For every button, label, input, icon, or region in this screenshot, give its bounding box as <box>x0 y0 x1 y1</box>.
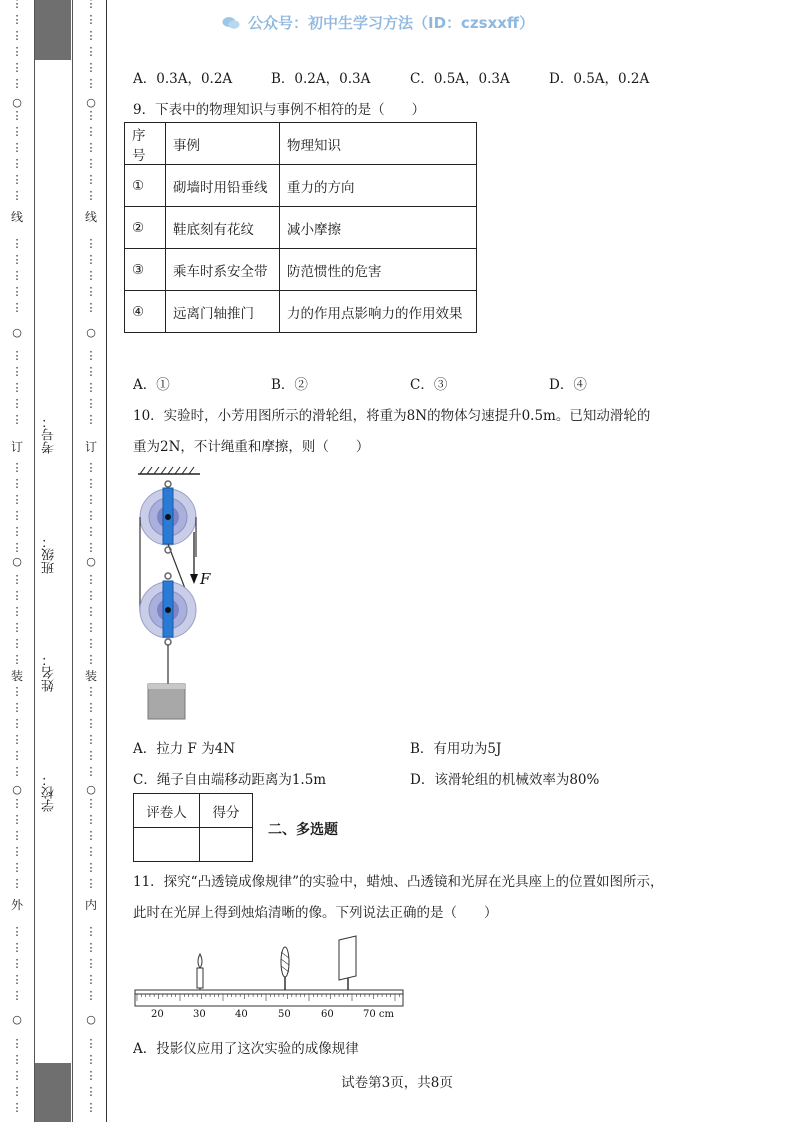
margin-dot: ⋮ <box>11 813 23 826</box>
margin-dot: ⋮ <box>11 125 23 138</box>
margin-dot: ⋮ <box>85 477 97 490</box>
table-cell: ③ <box>125 249 166 291</box>
margin-dot: ⋮ <box>85 157 97 170</box>
table-header-cell: 物理知识 <box>280 123 477 165</box>
margin-dot: ⋮ <box>11 941 23 954</box>
margin-dot: ⋮ <box>11 589 23 602</box>
table-cell: ① <box>125 165 166 207</box>
margin-dot: ⋮ <box>85 941 97 954</box>
margin-dot: ⋮ <box>11 637 23 650</box>
margin-dot: ⋮ <box>11 1053 23 1066</box>
margin-dot: ⋮ <box>11 797 23 810</box>
margin-dot: ⋮ <box>11 253 23 266</box>
margin-top-block <box>35 0 71 60</box>
margin-dot: ⋮ <box>11 349 23 362</box>
score-cell-score[interactable] <box>200 828 253 862</box>
margin-dot: ⋮ <box>11 1069 23 1082</box>
margin-dot: ⋮ <box>11 989 23 1002</box>
q9-table <box>124 122 477 333</box>
table-cell: 减小摩擦 <box>280 207 477 249</box>
margin-label: 装 <box>84 669 97 683</box>
margin-dot: ⋮ <box>85 973 97 986</box>
margin-dot: ⋮ <box>85 541 97 554</box>
margin-dot: ⋮ <box>85 797 97 810</box>
table-cell: 防范惯性的危害 <box>280 249 477 291</box>
margin-dot: ⋮ <box>11 493 23 506</box>
margin-dot: ⋮ <box>85 765 97 778</box>
margin-dot: ⋮ <box>85 925 97 938</box>
score-table <box>133 793 253 862</box>
table-cell: 远离门轴推门 <box>166 291 280 333</box>
margin-circle: ○ <box>12 96 22 109</box>
margin-dot: ⋮ <box>11 0 23 10</box>
margin-circle: ○ <box>86 1013 96 1026</box>
q8-option-a[interactable]: A．0.3A，0.2A <box>133 71 233 87</box>
margin-circle: ○ <box>86 96 96 109</box>
table-cell: 力的作用点影响力的作用效果 <box>280 291 477 333</box>
section-title: 二、多选题 <box>268 822 338 838</box>
margin-dot: ⋮ <box>11 845 23 858</box>
margin-dot: ⋮ <box>11 173 23 186</box>
table-cell: 砌墙时用铅垂线 <box>166 165 280 207</box>
margin-dot: ⋮ <box>11 237 23 250</box>
margin-circle: ○ <box>86 326 96 339</box>
margin-dot: ⋮ <box>85 189 97 202</box>
q10-option-c[interactable]: C．绳子自由端移动距离为1.5m <box>133 772 327 788</box>
q9-option-c[interactable]: C．③ <box>410 377 448 393</box>
margin-dot: ⋮ <box>85 621 97 634</box>
margin-dot: ⋮ <box>85 141 97 154</box>
margin-dot: ⋮ <box>11 1085 23 1098</box>
q11-stem-line2: 此时在光屏上得到烛焰清晰的像。下列说法正确的是（ ） <box>133 905 498 921</box>
light-screen <box>339 936 356 990</box>
wechat-icon <box>222 16 240 30</box>
table-row <box>125 249 477 291</box>
watermark-text: 公众号：初中生学习方法（ID：czsxxff） <box>248 14 535 32</box>
ruler-label: 70 cm <box>363 1009 394 1020</box>
margin-dot: ⋮ <box>11 765 23 778</box>
margin-dot: ⋮ <box>85 717 97 730</box>
q10-option-a[interactable]: A．拉力 F 为4N <box>133 741 236 757</box>
ruler-label: 40 <box>235 1009 248 1020</box>
margin-dot: ⋮ <box>11 653 23 666</box>
q10-stem-line1: 10．实验时，小芳用图所示的滑轮组，将重为8N的物体匀速提升0.5m。已知动滑轮的 <box>133 408 651 424</box>
q9-option-b[interactable]: B．② <box>271 377 308 393</box>
margin-dot: ⋮ <box>85 381 97 394</box>
q8-option-d[interactable]: D．0.5A，0.2A <box>549 71 650 87</box>
margin-dot: ⋮ <box>85 301 97 314</box>
margin-dot: ⋮ <box>85 637 97 650</box>
movable-pulley <box>140 581 196 638</box>
q10-option-b[interactable]: B．有用功为5J <box>410 741 502 757</box>
student-field-school: 学校： <box>42 773 57 813</box>
margin-dot: ⋮ <box>11 1037 23 1050</box>
margin-dot: ⋮ <box>85 493 97 506</box>
watermark <box>222 12 534 33</box>
margin-dot: ⋮ <box>11 285 23 298</box>
margin-dot: ⋮ <box>11 157 23 170</box>
margin-dot: ⋮ <box>11 509 23 522</box>
margin-circle: ○ <box>12 1013 22 1026</box>
margin-dot: ⋮ <box>85 1085 97 1098</box>
margin-dot: ⋮ <box>85 845 97 858</box>
margin-dot: ⋮ <box>11 13 23 26</box>
q10-option-d[interactable]: D．该滑轮组的机械效率为80% <box>410 772 600 788</box>
table-cell: 重力的方向 <box>280 165 477 207</box>
q8-option-c[interactable]: C．0.5A，0.3A <box>410 71 510 87</box>
ruler-label: 60 <box>321 1009 334 1020</box>
margin-dot: ⋮ <box>85 989 97 1002</box>
margin-dot: ⋮ <box>11 45 23 58</box>
margin-dot: ⋮ <box>85 237 97 250</box>
candle <box>197 954 203 990</box>
margin-dot: ⋮ <box>85 509 97 522</box>
table-cell: ② <box>125 207 166 249</box>
table-row <box>125 165 477 207</box>
margin-dot: ⋮ <box>85 749 97 762</box>
margin-dot: ⋮ <box>11 1101 23 1114</box>
score-header-score: 得分 <box>200 794 253 828</box>
margin-dot: ⋮ <box>85 861 97 874</box>
margin-dot: ⋮ <box>85 605 97 618</box>
margin-dot: ⋮ <box>11 973 23 986</box>
margin-dot: ⋮ <box>85 525 97 538</box>
q9-option-a[interactable]: A．① <box>133 377 170 393</box>
pulley-figure <box>128 462 238 724</box>
margin-dot: ⋮ <box>11 365 23 378</box>
margin-dot: ⋮ <box>85 253 97 266</box>
margin-label: 订 <box>10 440 23 454</box>
force-label: F <box>200 570 211 588</box>
margin-dot: ⋮ <box>85 589 97 602</box>
margin-dot: ⋮ <box>11 477 23 490</box>
margin-label: 装 <box>10 669 23 683</box>
margin-dot: ⋮ <box>85 653 97 666</box>
margin-dot: ⋮ <box>85 77 97 90</box>
margin-label: 订 <box>84 440 97 454</box>
ruler-label: 30 <box>193 1009 206 1020</box>
margin-dot: ⋮ <box>85 45 97 58</box>
margin-dot: ⋮ <box>85 701 97 714</box>
margin-dot: ⋮ <box>85 109 97 122</box>
margin-dot: ⋮ <box>85 269 97 282</box>
margin-dot: ⋮ <box>85 365 97 378</box>
margin-circle: ○ <box>12 555 22 568</box>
page-footer: 试卷第3页，共8页 <box>341 1075 453 1091</box>
margin-dot: ⋮ <box>85 349 97 362</box>
margin-dot: ⋮ <box>11 749 23 762</box>
q8-option-b[interactable]: B．0.2A，0.3A <box>271 71 371 87</box>
margin-dot: ⋮ <box>85 685 97 698</box>
margin-dot: ⋮ <box>85 173 97 186</box>
margin-dot: ⋮ <box>85 813 97 826</box>
q9-option-d[interactable]: D．④ <box>549 377 587 393</box>
margin-dot: ⋮ <box>11 269 23 282</box>
margin-dot: ⋮ <box>85 0 97 10</box>
margin-dot: ⋮ <box>11 605 23 618</box>
margin-dot: ⋮ <box>85 1053 97 1066</box>
margin-dot: ⋮ <box>11 733 23 746</box>
table-header-cell: 事例 <box>166 123 280 165</box>
margin-dot: ⋮ <box>11 61 23 74</box>
q10-stem-line2: 重为2N，不计绳重和摩擦，则（ ） <box>133 439 370 455</box>
margin-dot: ⋮ <box>11 29 23 42</box>
margin-dot: ⋮ <box>85 13 97 26</box>
margin-dot: ⋮ <box>11 701 23 714</box>
margin-dot: ⋮ <box>85 733 97 746</box>
margin-dot: ⋮ <box>85 829 97 842</box>
margin-label: 内 <box>84 898 97 912</box>
optical-bench-figure <box>132 932 408 1024</box>
margin-dot: ⋮ <box>85 1069 97 1082</box>
margin-dot: ⋮ <box>11 925 23 938</box>
q11-option-a[interactable]: A．投影仪应用了这次实验的成像规律 <box>133 1041 359 1057</box>
margin-dot: ⋮ <box>11 877 23 890</box>
student-field-class: 班级： <box>42 535 57 575</box>
margin-dot: ⋮ <box>11 541 23 554</box>
margin-dot: ⋮ <box>11 861 23 874</box>
margin-dot: ⋮ <box>11 621 23 634</box>
convex-lens <box>281 947 289 990</box>
margin-dot: ⋮ <box>11 413 23 426</box>
weight-block <box>148 684 185 719</box>
margin-dot: ⋮ <box>85 285 97 298</box>
margin-label: 线 <box>10 210 23 224</box>
table-cell: 鞋底刻有花纹 <box>166 207 280 249</box>
table-row <box>125 291 477 333</box>
score-header-grader: 评卷人 <box>134 794 200 828</box>
margin-circle: ○ <box>12 783 22 796</box>
margin-dot: ⋮ <box>85 1101 97 1114</box>
margin-dot: ⋮ <box>85 877 97 890</box>
margin-circle: ○ <box>12 326 22 339</box>
student-field-id: 考号： <box>42 415 57 455</box>
margin-dot: ⋮ <box>11 461 23 474</box>
margin-dot: ⋮ <box>85 461 97 474</box>
margin-dot: ⋮ <box>85 125 97 138</box>
table-header-cell: 序号 <box>125 123 166 165</box>
margin-dot: ⋮ <box>11 77 23 90</box>
margin-dot: ⋮ <box>11 829 23 842</box>
margin-dot: ⋮ <box>11 685 23 698</box>
margin-label: 外 <box>10 898 23 912</box>
margin-dot: ⋮ <box>11 397 23 410</box>
ruler-label: 50 <box>278 1009 291 1020</box>
ruler-label: 20 <box>151 1009 164 1020</box>
table-header-row <box>125 123 477 165</box>
margin-dot: ⋮ <box>85 61 97 74</box>
margin-dot: ⋮ <box>11 573 23 586</box>
margin-dot: ⋮ <box>85 29 97 42</box>
margin-circle: ○ <box>86 783 96 796</box>
margin-dot: ⋮ <box>11 141 23 154</box>
margin-dot: ⋮ <box>11 381 23 394</box>
margin-dot: ⋮ <box>85 413 97 426</box>
margin-dot: ⋮ <box>85 573 97 586</box>
margin-dot: ⋮ <box>11 717 23 730</box>
margin-label: 线 <box>84 210 97 224</box>
margin-dot: ⋮ <box>85 397 97 410</box>
margin-dot: ⋮ <box>11 301 23 314</box>
table-row <box>125 207 477 249</box>
margin-dot: ⋮ <box>11 189 23 202</box>
margin-dot: ⋮ <box>85 957 97 970</box>
margin-rule <box>106 0 107 1122</box>
margin-dot: ⋮ <box>11 957 23 970</box>
margin-dot: ⋮ <box>11 525 23 538</box>
student-field-name: 姓名： <box>42 653 57 693</box>
margin-circle: ○ <box>86 555 96 568</box>
fixed-pulley <box>140 488 196 545</box>
margin-dot: ⋮ <box>85 1037 97 1050</box>
q11-stem-line1: 11．探究“凸透镜成像规律”的实验中，蜡烛、凸透镜和光屏在光具座上的位置如图所示， <box>133 874 664 890</box>
score-cell-grader[interactable] <box>134 828 200 862</box>
table-cell: ④ <box>125 291 166 333</box>
q9-stem: 9．下表中的物理知识与事例不相符的是（ ） <box>133 102 426 118</box>
margin-dot: ⋮ <box>11 109 23 122</box>
table-cell: 乘车时系安全带 <box>166 249 280 291</box>
